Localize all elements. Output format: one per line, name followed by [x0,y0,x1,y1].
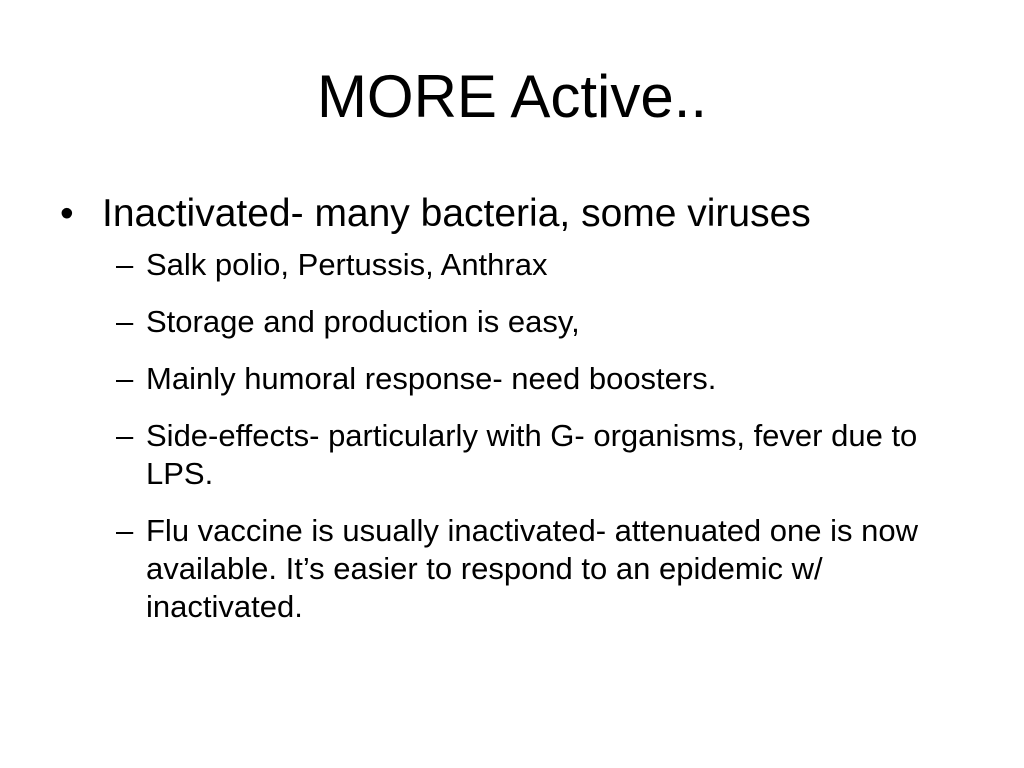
slide-body [60,190,980,645]
sub-bullet-item [60,246,980,284]
sub-bullet-text: Mainly humoral response- need boosters. [146,361,717,396]
dash-marker: – [116,418,134,453]
bullet-item [60,190,980,238]
dash-marker: – [116,304,134,339]
sub-bullet-item [60,303,980,341]
sub-bullet-list [60,246,980,626]
dash-marker: – [116,361,134,396]
slide-title: MORE Active.. [316,63,708,130]
sub-bullet-item [60,512,980,626]
dash-marker: – [116,247,134,282]
sub-bullet-text: Flu vaccine is usually inactivated- attenuated one is now available. It’s easier to respond to an epidemic w/ inactivated. [146,513,918,624]
sub-bullet-item [60,360,980,398]
sub-bullet-text: Salk polio, Pertussis, Anthrax [146,247,548,282]
sub-bullet-text: Storage and production is easy, [146,304,580,339]
dash-marker: – [116,513,134,548]
sub-bullet-text: Side-effects- particularly with G- organisms, fever due to LPS. [146,418,918,491]
bullet-text: Inactivated- many bacteria, some viruses [102,192,811,235]
sub-bullet-item [60,417,980,493]
bullet-marker: • [60,192,74,235]
